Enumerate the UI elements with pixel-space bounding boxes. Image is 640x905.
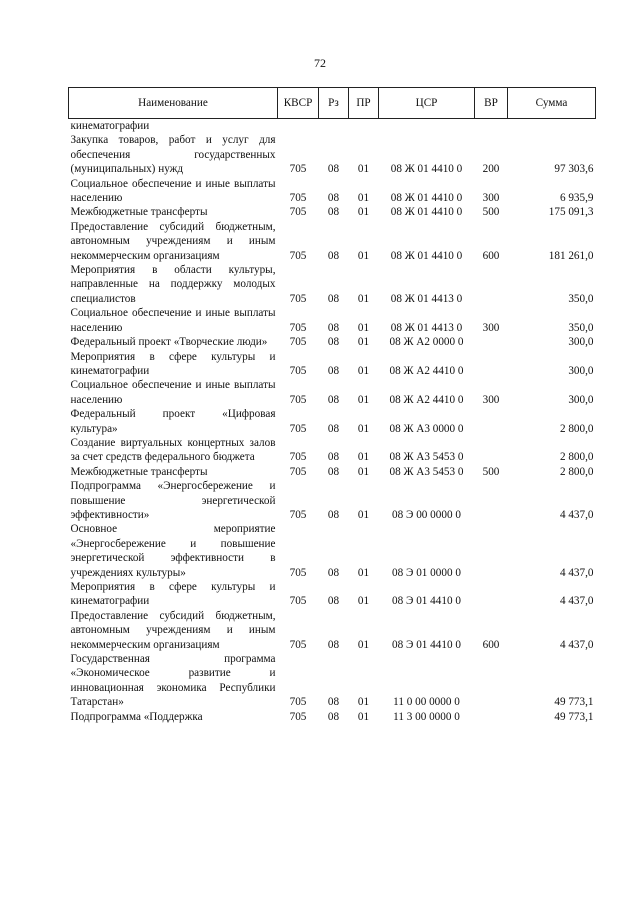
cell-sum: 2 800,0 — [559, 451, 594, 464]
cell-sum: 181 261,0 — [548, 249, 594, 262]
cell-pr: 01 — [357, 292, 370, 305]
cell-vr: 200 — [482, 163, 500, 176]
cell-pr: 01 — [357, 163, 370, 176]
cell-kvsr: 705 — [289, 595, 307, 608]
cell-sum: 4 437,0 — [559, 595, 594, 608]
cell-kvsr: 705 — [289, 710, 307, 723]
cell-csr: 11 3 00 0000 0 — [393, 710, 460, 723]
cell-kvsr: 705 — [289, 393, 307, 406]
cell-csr — [379, 119, 475, 134]
cell-csr: 08 Ж А2 4410 0 — [389, 393, 464, 406]
cell-vr — [475, 407, 508, 436]
cell-name: Социальное обеспечение и иные выплаты населению — [70, 379, 276, 406]
cell-vr — [475, 119, 508, 134]
cell-kvsr: 705 — [289, 508, 307, 521]
cell-csr: 08 Ж А3 5453 0 — [389, 451, 464, 464]
cell-rz: 08 — [327, 163, 340, 176]
cell-name: Межбюджетные трансферты — [70, 465, 208, 478]
cell-name: Межбюджетные трансферты — [70, 206, 208, 219]
cell-name: Социальное обеспечение и иные выплаты населению — [70, 177, 276, 205]
cell-vr: 600 — [482, 638, 500, 651]
cell-vr — [475, 350, 508, 379]
cell-pr: 01 — [357, 638, 370, 651]
cell-pr: 01 — [357, 508, 370, 521]
cell-vr: 500 — [482, 206, 500, 219]
cell-pr: 01 — [357, 595, 370, 608]
header-sum: Сумма — [508, 88, 596, 119]
cell-sum: 49 773,1 — [554, 710, 594, 723]
cell-vr: 600 — [482, 249, 500, 262]
cell-name: Мероприятия в сфере культуры и кинематографии — [70, 350, 276, 377]
table-row — [69, 133, 596, 176]
cell-vr: 300 — [482, 192, 500, 205]
header-csr: ЦСР — [379, 88, 475, 119]
cell-sum: 6 935,9 — [559, 192, 594, 205]
cell-pr: 01 — [357, 321, 370, 334]
cell-kvsr: 705 — [289, 336, 307, 349]
cell-pr: 01 — [357, 696, 370, 709]
cell-rz: 08 — [327, 292, 340, 305]
cell-name: Предоставление субсидий бюджетным, автономным учреждениям и иным некоммерческим организациям — [70, 609, 276, 651]
cell-pr: 01 — [357, 465, 370, 478]
cell-sum: 300,0 — [568, 393, 594, 406]
table-row — [69, 580, 596, 609]
table-row — [69, 407, 596, 436]
cell-kvsr: 705 — [289, 206, 307, 219]
cell-rz: 08 — [327, 364, 340, 377]
table-row — [69, 465, 596, 479]
header-kvsr: КВСР — [278, 88, 319, 119]
cell-csr: 08 Ж 01 4410 0 — [390, 206, 463, 219]
cell-csr: 08 Э 01 0000 0 — [392, 566, 461, 579]
cell-kvsr: 705 — [289, 364, 307, 377]
cell-sum: 300,0 — [568, 364, 594, 377]
cell-rz: 08 — [327, 336, 340, 349]
cell-pr: 01 — [357, 451, 370, 464]
cell-pr: 01 — [357, 206, 370, 219]
cell-name: Мероприятия в сфере культуры и кинематографии — [70, 581, 276, 608]
cell-rz: 08 — [327, 595, 340, 608]
cell-rz: 08 — [327, 696, 340, 709]
cell-kvsr — [278, 119, 319, 134]
cell-name: Социальное обеспечение и иные выплаты населению — [70, 307, 276, 334]
cell-kvsr: 705 — [289, 638, 307, 651]
cell-name: Государственная программа «Экономическое развитие и инновационная экономика Республики Татарстан» — [70, 653, 276, 709]
table-row — [69, 609, 596, 652]
cell-vr — [475, 335, 508, 349]
table-row — [69, 306, 596, 335]
cell-sum: 97 303,6 — [554, 163, 594, 176]
cell-name: Подпрограмма «Энергосбережение и повышение энергетической эффективности» — [70, 480, 276, 521]
table-row — [69, 263, 596, 306]
header-rz: Рз — [319, 88, 349, 119]
page-number: 72 — [314, 56, 326, 70]
cell-sum: 2 800,0 — [559, 422, 594, 435]
cell-csr: 08 Ж 01 4410 0 — [390, 192, 463, 205]
cell-name: Федеральный проект «Цифровая культура» — [70, 408, 276, 435]
cell-rz: 08 — [327, 321, 340, 334]
table-row — [69, 522, 596, 580]
cell-sum — [508, 119, 596, 134]
cell-pr: 01 — [357, 336, 370, 349]
table-header — [69, 88, 596, 119]
cell-name: Мероприятия в области культуры, направленные на поддержку молодых специалистов — [70, 264, 276, 305]
cell-pr: 01 — [357, 364, 370, 377]
header-vr: ВР — [475, 88, 508, 119]
cell-vr — [475, 522, 508, 580]
cell-pr — [349, 119, 379, 134]
cell-vr — [475, 710, 508, 724]
table-row — [69, 220, 596, 263]
cell-csr: 08 Э 00 0000 0 — [392, 508, 461, 521]
cell-sum: 300,0 — [568, 336, 594, 349]
table-row — [69, 119, 596, 134]
cell-csr: 08 Ж А3 5453 0 — [389, 465, 464, 478]
cell-rz: 08 — [327, 508, 340, 521]
table-row — [69, 652, 596, 710]
cell-kvsr: 705 — [289, 292, 307, 305]
cell-pr: 01 — [357, 710, 370, 723]
cell-csr: 08 Ж А2 4410 0 — [389, 364, 464, 377]
table-row — [69, 335, 596, 349]
cell-sum: 175 091,3 — [548, 206, 594, 219]
cell-vr: 300 — [482, 321, 500, 334]
cell-csr: 08 Ж 01 4410 0 — [390, 163, 463, 176]
header-pr: ПР — [349, 88, 379, 119]
cell-csr: 08 Ж А2 0000 0 — [389, 336, 464, 349]
cell-sum: 4 437,0 — [559, 566, 594, 579]
cell-kvsr: 705 — [289, 192, 307, 205]
cell-kvsr: 705 — [289, 163, 307, 176]
cell-vr: 300 — [482, 393, 500, 406]
cell-kvsr: 705 — [289, 321, 307, 334]
cell-csr: 08 Ж А3 0000 0 — [389, 422, 464, 435]
cell-rz: 08 — [327, 192, 340, 205]
table-body — [69, 119, 596, 725]
cell-vr — [475, 436, 508, 465]
cell-name: кинематографии — [70, 120, 150, 132]
cell-kvsr: 705 — [289, 566, 307, 579]
cell-name: Закупка товаров, работ и услуг для обеспечения государственных (муниципальных) нужд — [70, 134, 276, 176]
cell-csr: 08 Ж 01 4413 0 — [390, 292, 463, 305]
cell-rz — [319, 119, 349, 134]
cell-name: Создание виртуальных концертных залов за счет средств федерального бюджета — [70, 436, 276, 464]
cell-rz: 08 — [327, 710, 340, 723]
cell-csr: 11 0 00 0000 0 — [393, 696, 460, 709]
cell-pr: 01 — [357, 249, 370, 262]
cell-vr: 500 — [482, 465, 500, 478]
cell-rz: 08 — [327, 638, 340, 651]
cell-csr: 08 Ж 01 4413 0 — [390, 321, 463, 334]
cell-name: Предоставление субсидий бюджетным, автономным учреждениям и иным некоммерческим организациям — [70, 220, 276, 262]
cell-rz: 08 — [327, 566, 340, 579]
cell-rz: 08 — [327, 465, 340, 478]
cell-name: Федеральный проект «Творческие люди» — [70, 336, 268, 349]
table-row — [69, 710, 596, 724]
cell-kvsr: 705 — [289, 696, 307, 709]
cell-vr — [475, 263, 508, 306]
cell-sum: 4 437,0 — [559, 638, 594, 651]
table-row — [69, 436, 596, 465]
table-row — [69, 378, 596, 407]
table-row — [69, 177, 596, 206]
cell-kvsr: 705 — [289, 451, 307, 464]
cell-csr: 08 Ж 01 4410 0 — [390, 249, 463, 262]
cell-csr: 08 Э 01 4410 0 — [392, 638, 461, 651]
cell-vr — [475, 580, 508, 609]
cell-name: Подпрограмма «Поддержка — [70, 710, 203, 723]
cell-sum: 350,0 — [568, 321, 594, 334]
cell-rz: 08 — [327, 393, 340, 406]
cell-vr — [475, 479, 508, 522]
cell-csr: 08 Э 01 4410 0 — [392, 595, 461, 608]
table-row — [69, 205, 596, 219]
cell-rz: 08 — [327, 422, 340, 435]
table-row — [69, 350, 596, 379]
cell-vr — [475, 652, 508, 710]
cell-kvsr: 705 — [289, 249, 307, 262]
cell-rz: 08 — [327, 451, 340, 464]
cell-kvsr: 705 — [289, 465, 307, 478]
cell-pr: 01 — [357, 192, 370, 205]
header-name: Наименование — [69, 88, 278, 119]
cell-pr: 01 — [357, 422, 370, 435]
cell-kvsr: 705 — [289, 422, 307, 435]
cell-rz: 08 — [327, 249, 340, 262]
table-row — [69, 479, 596, 522]
cell-sum: 4 437,0 — [559, 508, 594, 521]
cell-name: Основное мероприятие «Энергосбережение и повышение энергетической эффективности в учреждениях культуры» — [70, 523, 276, 579]
cell-sum: 49 773,1 — [554, 696, 594, 709]
budget-table — [68, 87, 596, 724]
cell-rz: 08 — [327, 206, 340, 219]
cell-sum: 350,0 — [568, 292, 594, 305]
cell-pr: 01 — [357, 566, 370, 579]
cell-pr: 01 — [357, 393, 370, 406]
cell-sum: 2 800,0 — [559, 465, 594, 478]
